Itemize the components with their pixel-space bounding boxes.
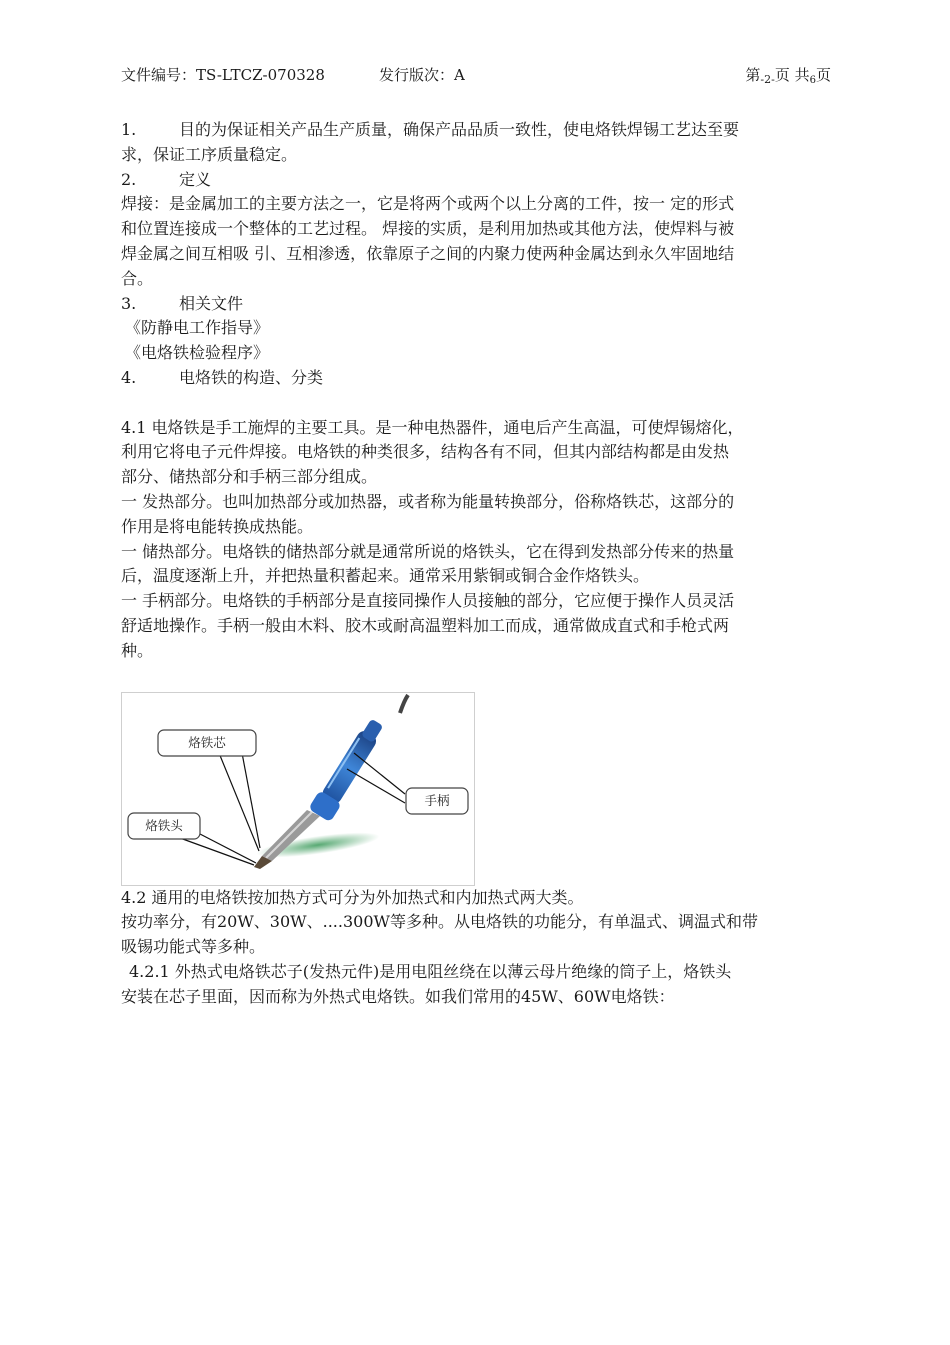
handle-part: 舒适地操作。手柄一般由木料、胶木或耐高温塑料加工而成，通常做成直式和手枪式两 [121,615,730,635]
power-cable [400,695,408,713]
reference-document: 《电烙铁检验程序》 [125,343,270,363]
paragraph-4-1: 利用它将电子元件焊接。电烙铁的种类很多，结构各有不同，但其内部结构都是由发热 [121,442,730,462]
paragraph-4-2-1: 安装在芯子里面，因而称为外热式电烙铁。如我们常用的45W、60W电烙铁： [121,986,675,1006]
section-1-continued: 求，保证工序质量稳定。 [121,144,298,164]
section-2: 2. 定义 [121,169,212,189]
storage-part: 一 储热部分。电烙铁的储热部分就是通常所说的烙铁头，它在得到发热部分传来的热量 [121,541,735,561]
heating-part: 一 发热部分。也叫加热部分或加热器，或者称为能量转换部分，俗称烙铁芯，这部分的 [121,491,735,511]
document-number: 文件编号：TS-LTCZ-070328 [121,66,325,84]
paragraph-4-2: 按功率分，有20W、30W、....300W等多种。从电烙铁的功能分，有单温式、调温式和带 [121,912,758,932]
section-3: 3. 相关文件 [121,293,244,313]
revision: 发行版次：A [379,66,465,84]
label-soldering-tip: 烙铁头 [145,817,183,833]
total-pages: 6 [809,75,816,86]
callout-line-core [219,753,259,851]
definition-line: 合。 [121,268,154,288]
page-indicator: 第$_{-2-}$页 共$_6$页 [745,66,831,86]
label-handle: 手柄 [424,792,450,808]
soldering-iron-figure [121,692,475,886]
paragraph-4-2: 吸锡功能式等多种。 [121,937,266,957]
callout-line-handle [347,769,405,803]
document-body [121,118,861,1010]
paragraph-4-2: 4.2 通用的电烙铁按加热方式可分为外加热式和内加热式两大类。 [121,887,584,907]
section-1: 1. 目的为保证相关产品生产质量，确保产品品质一致性，使电烙铁焊锡工艺达至要 [121,120,740,139]
label-heating-core: 烙铁芯 [188,734,226,750]
callout-line-core [242,753,260,848]
page-number: -2- [760,73,775,86]
handle-part: 一 手柄部分。电烙铁的手柄部分是直接同操作人员接触的部分，它应便于操作人员灵活 [121,591,735,611]
definition-line: 焊接：是金属加工的主要方法之一，它是将两个或两个以上分离的工件，按一 定的形式 [121,194,735,214]
reference-document: 《防静电工作指导》 [125,318,270,338]
handle-part: 种。 [121,640,154,660]
paragraph-4-1: 4.1 电烙铁是手工施焊的主要工具。是一种电热器件，通电后产生高温，可使焊锡熔化， [121,417,744,437]
page-header [121,63,831,87]
storage-part: 后，温度逐渐上升，并把热量积蓄起来。通常采用紫铜或铜合金作烙铁头。 [121,566,650,586]
heating-part: 作用是将电能转换成热能。 [121,516,314,536]
paragraph-4-1: 部分、储热部分和手柄三部分组成。 [121,467,378,487]
paragraph-4-2-1: 4.2.1 外热式电烙铁芯子(发热元件)是用电阻丝绕在以薄云母片绝缘的筒子上，烙铁头 [129,961,732,981]
definition-line: 和位置连接成一个整体的工艺过程。 焊接的实质，是利用加热或其他方法，使焊料与被 [121,219,735,239]
definition-line: 焊金属之间互相吸 引、互相渗透，依靠原子之间的内聚力使两种金属达到永久牢固地结 [121,243,735,263]
section-4: 4. 电烙铁的构造、分类 [121,367,324,387]
handle [308,715,388,822]
callout-line-tip [180,838,254,865]
